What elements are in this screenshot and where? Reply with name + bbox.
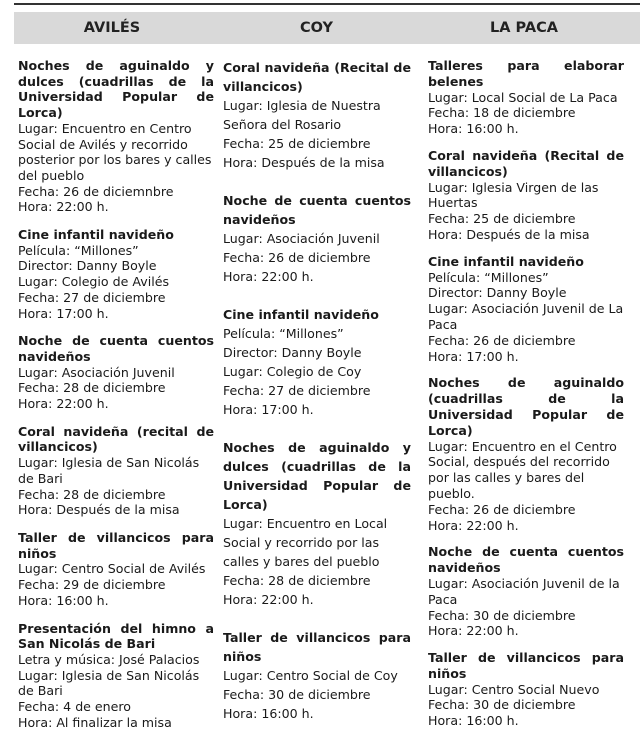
event-detail: Lugar: Asociación Juvenil bbox=[18, 364, 175, 380]
column-aviles bbox=[18, 58, 214, 742]
event-title: Noches de aguinaldo y dulces (cuadrillas de la Universidad Popular de Lorca) bbox=[223, 440, 411, 512]
event-detail: Lugar: Iglesia de San Nicolás de Bari bbox=[18, 667, 200, 699]
event-detail: Fecha: 29 de diciembre bbox=[18, 577, 166, 593]
event-detail: Fecha: 28 de diciembre bbox=[223, 573, 371, 588]
event-entry bbox=[18, 58, 214, 215]
column-header-bar bbox=[14, 12, 640, 44]
event-title: Cine infantil navideño bbox=[18, 227, 174, 243]
event-detail: Fecha: 26 de diciembre bbox=[223, 250, 371, 265]
event-entry bbox=[18, 530, 214, 609]
event-entry bbox=[18, 333, 214, 412]
event-title: Talleres para elaborar belenes bbox=[428, 58, 624, 89]
event-detail: Hora: 16:00 h. bbox=[428, 713, 519, 729]
event-detail: Lugar: Iglesia de Nuestra Señora del Rosario bbox=[223, 98, 381, 132]
event-title: Taller de villancicos para niños bbox=[428, 650, 624, 681]
event-detail: Hora: Al finalizar la misa bbox=[18, 714, 172, 730]
event-detail: Lugar: Asociación Juvenil bbox=[223, 231, 380, 246]
event-title: Noche de cuenta cuentos navideños bbox=[223, 193, 411, 227]
event-detail: Hora: 17:00 h. bbox=[223, 402, 314, 417]
event-entry bbox=[428, 375, 624, 533]
event-detail: Lugar: Centro Social de Coy bbox=[223, 668, 398, 683]
event-detail: Hora: 16:00 h. bbox=[428, 121, 519, 137]
event-detail: Fecha: 27 de diciembre bbox=[223, 383, 371, 398]
event-detail: Fecha: 4 de enero bbox=[18, 699, 132, 715]
event-detail: Hora: 22:00 h. bbox=[18, 396, 109, 412]
event-detail: Lugar: Encuentro en Centro Social de Avilés y recorrido posterior por los bares y calles del pueblo bbox=[18, 120, 212, 183]
column-coy bbox=[223, 58, 411, 742]
event-detail: Lugar: Asociación Juvenil de la Paca bbox=[428, 575, 620, 607]
event-entry bbox=[223, 628, 411, 723]
event-detail: Lugar: Encuentro en Local Social y recorrido por las calles y bares del pueblo bbox=[223, 516, 388, 569]
event-detail: Director: Danny Boyle bbox=[428, 285, 567, 301]
event-detail: Lugar: Asociación Juvenil de La Paca bbox=[428, 301, 624, 332]
event-entry bbox=[428, 58, 624, 137]
event-entry bbox=[223, 58, 411, 172]
event-detail: Fecha: 27 de diciembre bbox=[18, 289, 166, 305]
event-detail: Hora: Después de la misa bbox=[18, 502, 180, 518]
event-detail: Lugar: Iglesia Virgen de las Huertas bbox=[428, 179, 599, 211]
event-detail: Fecha: 26 de diciembre bbox=[428, 332, 576, 348]
event-title: Noche de cuenta cuentos navideños bbox=[428, 544, 624, 576]
event-entry bbox=[223, 438, 411, 609]
event-detail: Hora: 22:00 h. bbox=[18, 199, 109, 215]
event-entry bbox=[18, 227, 214, 321]
event-title: Cine infantil navideño bbox=[223, 307, 379, 322]
event-detail: Fecha: 30 de diciembre bbox=[428, 697, 576, 713]
event-title: Coral navideña (Recital de villancicos) bbox=[223, 60, 411, 94]
event-detail: Lugar: Colegio de Coy bbox=[223, 364, 362, 379]
event-detail: Película: “Millones” bbox=[223, 326, 344, 341]
event-entry bbox=[223, 191, 411, 286]
event-detail: Fecha: 25 de diciembre bbox=[428, 211, 576, 227]
event-detail: Fecha: 28 de diciembre bbox=[18, 486, 166, 502]
event-detail: Hora: 17:00 h. bbox=[18, 305, 109, 321]
event-detail: Hora: 22:00 h. bbox=[223, 592, 314, 607]
event-detail: Fecha: 25 de diciembre bbox=[223, 136, 371, 151]
event-detail: Hora: 16:00 h. bbox=[223, 706, 314, 721]
event-detail: Hora: 16:00 h. bbox=[18, 592, 109, 608]
event-title: Taller de villancicos para niños bbox=[223, 630, 411, 664]
event-detail: Película: “Millones” bbox=[18, 242, 139, 258]
event-detail: Lugar: Iglesia de San Nicolás de Bari bbox=[18, 455, 200, 486]
event-detail: Hora: 17:00 h. bbox=[428, 348, 519, 364]
event-detail: Lugar: Colegio de Avilés bbox=[18, 274, 170, 290]
event-entry bbox=[18, 621, 214, 731]
event-title: Noches de aguinaldo y dulces (cuadrillas de la Universidad Popular de Lorca) bbox=[18, 58, 214, 121]
event-title: Noche de cuenta cuentos navideños bbox=[18, 333, 214, 364]
event-detail: Hora: 22:00 h. bbox=[428, 623, 519, 639]
event-detail: Director: Danny Boyle bbox=[223, 345, 362, 360]
event-detail: Fecha: 18 de diciembre bbox=[428, 105, 576, 121]
top-rule bbox=[14, 3, 640, 5]
event-entry bbox=[223, 305, 411, 419]
event-title: Noches de aguinaldo (cuadrillas de la Universidad Popular de Lorca) bbox=[428, 375, 624, 438]
event-detail: Letra y música: José Palacios bbox=[18, 651, 200, 667]
event-detail: Hora: Después de la misa bbox=[428, 226, 590, 242]
column-header-coy: COY bbox=[300, 20, 333, 36]
event-title: Coral navideña (recital de villancicos) bbox=[18, 423, 214, 455]
event-entry bbox=[428, 650, 624, 729]
event-detail: Película: “Millones” bbox=[428, 269, 549, 285]
column-la-paca bbox=[428, 58, 624, 740]
event-title: Taller de villancicos para niños bbox=[18, 529, 214, 561]
event-entry bbox=[428, 148, 624, 243]
event-title: Cine infantil navideño bbox=[428, 253, 584, 269]
event-title: Coral navideña (Recital de villancicos) bbox=[428, 147, 624, 179]
column-header-la-paca: LA PACA bbox=[490, 20, 558, 36]
event-entry bbox=[18, 424, 214, 518]
event-detail: Hora: 22:00 h. bbox=[428, 517, 519, 533]
column-header-aviles: AVILÉS bbox=[83, 20, 141, 36]
event-detail: Fecha: 28 de diciembre bbox=[18, 380, 166, 396]
event-title: Presentación del himno a San Nicolás de Bari bbox=[18, 620, 214, 652]
event-detail: Fecha: 30 de diciembre bbox=[223, 687, 371, 702]
event-detail: Lugar: Centro Social de Avilés bbox=[18, 561, 206, 577]
event-detail: Director: Danny Boyle bbox=[18, 258, 157, 274]
event-entry bbox=[428, 544, 624, 639]
event-entry bbox=[428, 254, 624, 365]
event-detail: Lugar: Local Social de La Paca bbox=[428, 89, 618, 105]
event-detail: Hora: 22:00 h. bbox=[223, 269, 314, 284]
event-detail: Fecha: 26 de diciemnbre bbox=[18, 183, 174, 199]
event-detail: Lugar: Encuentro en el Centro Social, después del recorrido por las calles y bares del pueblo. bbox=[428, 438, 617, 501]
event-detail: Fecha: 26 de diciembre bbox=[428, 501, 576, 517]
event-detail: Hora: Después de la misa bbox=[223, 155, 385, 170]
event-detail: Fecha: 30 de diciembre bbox=[428, 607, 576, 623]
event-detail: Lugar: Centro Social Nuevo bbox=[428, 681, 600, 697]
